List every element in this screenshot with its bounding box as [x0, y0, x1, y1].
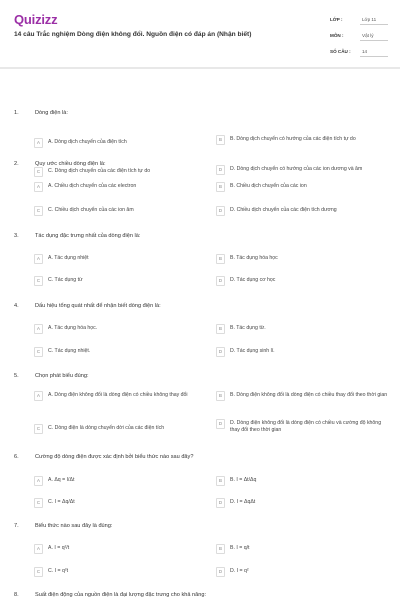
option-letter-box: D	[216, 419, 225, 429]
option-letter-box: A	[34, 324, 43, 334]
option-d[interactable]	[216, 567, 388, 577]
option-a[interactable]	[34, 391, 209, 401]
option-text: A. Tác dụng nhiệt	[48, 255, 89, 261]
option-letter-box: A	[34, 182, 43, 192]
option-text: C. Chiều dịch chuyển của các ion âm	[48, 207, 134, 213]
question-text: Dòng điện là:	[35, 110, 68, 116]
option-text: B. I = Δt/Δq	[230, 477, 257, 483]
option-a[interactable]	[34, 138, 209, 148]
worksheet-meta	[330, 14, 388, 62]
question-text: Quy ước chiều dòng điện là:	[35, 161, 106, 167]
option-c[interactable]	[34, 206, 209, 216]
option-letter-box: A	[34, 544, 43, 554]
option-letter-box: B	[216, 476, 225, 486]
option-letter-box: C	[34, 206, 43, 216]
question-text: Tác dụng đặc trưng nhất của dòng điện là:	[35, 233, 141, 239]
option-b[interactable]	[216, 476, 388, 486]
option-text: B. Tác dụng từ.	[230, 325, 266, 331]
option-a[interactable]	[34, 324, 209, 334]
option-c[interactable]	[34, 567, 209, 577]
question-number: 6.	[14, 454, 19, 460]
option-a[interactable]	[34, 476, 209, 486]
option-letter-box: D	[216, 206, 225, 216]
question-text: Biểu thức nào sau đây là đúng:	[35, 523, 113, 529]
option-letter-box: A	[34, 138, 43, 148]
meta-label: MÔN :	[330, 33, 344, 38]
option-letter-box: D	[216, 498, 225, 508]
option-letter-box: B	[216, 544, 225, 554]
option-text: A. Tác dụng hóa học.	[48, 325, 98, 331]
option-letter-box: B	[216, 324, 225, 334]
meta-value: Vật lý	[360, 31, 388, 41]
meta-label: LỚP :	[330, 17, 343, 22]
option-text: D. Chiều dịch chuyển của các điện tích dương	[230, 207, 337, 213]
option-c[interactable]	[34, 167, 209, 177]
worksheet-title: 14 câu Trắc nghiệm Dòng điện không đổi. Nguồn điện có đáp án (Nhận biết)	[14, 31, 252, 38]
option-letter-box: A	[34, 254, 43, 264]
option-c[interactable]	[34, 347, 209, 357]
meta-value: Lớp 11	[360, 15, 388, 25]
question-number: 5.	[14, 373, 19, 379]
option-letter-box: C	[34, 498, 43, 508]
option-d[interactable]	[216, 498, 388, 508]
option-letter-box: B	[216, 135, 225, 145]
option-text: A. I = q²/t	[48, 545, 70, 551]
meta-label: SỐ CÂU :	[330, 49, 351, 54]
option-b[interactable]	[216, 324, 388, 334]
meta-value: 14	[360, 47, 388, 57]
option-letter-box: D	[216, 567, 225, 577]
question-number: 7.	[14, 523, 19, 529]
option-d[interactable]	[216, 276, 388, 286]
option-text: C. I = q²t	[48, 568, 69, 574]
option-b[interactable]	[216, 135, 388, 145]
option-d[interactable]	[216, 206, 388, 216]
question-number: 8.	[14, 592, 19, 598]
option-a[interactable]	[34, 182, 209, 192]
option-text: A. Dòng dịch chuyển của điện tích	[48, 139, 127, 145]
question-number: 4.	[14, 303, 19, 309]
question-number: 2.	[14, 161, 19, 167]
meta-row-class	[330, 14, 388, 25]
option-text: C. Dòng dịch chuyển của các điện tích tự do	[48, 168, 151, 174]
header-divider	[0, 67, 400, 69]
option-text: C. I = Δq/Δt	[48, 499, 75, 505]
option-letter-box: B	[216, 182, 225, 192]
question-text: Dấu hiệu tổng quát nhất để nhận biết dòng điện là:	[35, 303, 161, 309]
option-text: C. Tác dụng từ	[48, 277, 83, 283]
option-letter-box: A	[34, 476, 43, 486]
option-letter-box: C	[34, 347, 43, 357]
option-text: A. Δq = I/Δt	[48, 477, 75, 483]
quizizz-logo: Quizizz	[14, 12, 58, 27]
option-letter-box: B	[216, 391, 225, 401]
option-text: B. Tác dụng hóa học	[230, 255, 278, 261]
option-d[interactable]	[216, 347, 388, 357]
option-c[interactable]	[34, 424, 209, 434]
option-b[interactable]	[216, 254, 388, 264]
option-letter-box: C	[34, 567, 43, 577]
question-number: 1.	[14, 110, 19, 116]
option-text: D. Tác dụng cơ học	[230, 277, 276, 283]
option-letter-box: C	[34, 167, 43, 177]
option-text: D. Dòng dịch chuyển có hướng của các ion dương và âm	[230, 166, 363, 172]
worksheet-header	[0, 0, 400, 60]
option-letter-box: A	[34, 391, 43, 401]
option-b[interactable]	[216, 391, 388, 401]
option-letter-box: C	[34, 276, 43, 286]
option-c[interactable]	[34, 498, 209, 508]
meta-row-subject	[330, 30, 388, 41]
option-a[interactable]	[34, 544, 209, 554]
option-d[interactable]	[216, 419, 388, 434]
option-text: D. Tác dụng sinh lí.	[230, 348, 275, 354]
question-text: Suất điện động của nguồn điện là đại lượng đặc trưng cho khả năng:	[35, 592, 207, 598]
option-text: C. Tác dụng nhiệt.	[48, 348, 91, 354]
option-text: D. Dòng điện không đổi là dòng điện có chiều và cường độ không thay đổi theo thời gian	[230, 420, 382, 433]
option-letter-box: D	[216, 165, 225, 175]
option-text: B. Chiều dịch chuyển của các ion	[230, 183, 307, 189]
option-a[interactable]	[34, 254, 209, 264]
option-b[interactable]	[216, 182, 388, 192]
option-text: C. Dòng điện là dòng chuyển dời của các điện tích	[48, 425, 165, 431]
option-text: B. I = q/t	[230, 545, 250, 551]
option-c[interactable]	[34, 276, 209, 286]
option-text: D. I = ΔqΔt	[230, 499, 256, 505]
option-text: B. Dòng dịch chuyển có hướng của các điện tích tự do	[230, 136, 356, 142]
option-letter-box: D	[216, 347, 225, 357]
option-d[interactable]	[216, 165, 388, 175]
option-text: D. I = q²	[230, 568, 249, 574]
question-text: Cường độ dòng điện được xác định bởi biểu thức nào sau đây?	[35, 454, 194, 460]
option-b[interactable]	[216, 544, 388, 554]
option-text: A. Dòng điện không đổi là dòng điện có chiều không thay đổi	[48, 392, 188, 398]
option-letter-box: D	[216, 276, 225, 286]
option-letter-box: C	[34, 424, 43, 434]
option-letter-box: B	[216, 254, 225, 264]
question-number: 3.	[14, 233, 19, 239]
question-text: Chọn phát biểu đúng:	[35, 373, 89, 379]
option-text: A. Chiều dịch chuyển của các electron	[48, 183, 137, 189]
option-text: B. Dòng điện không đổi là dòng điện có chiều thay đổi theo thời gian	[230, 392, 388, 398]
meta-row-count	[330, 46, 388, 57]
